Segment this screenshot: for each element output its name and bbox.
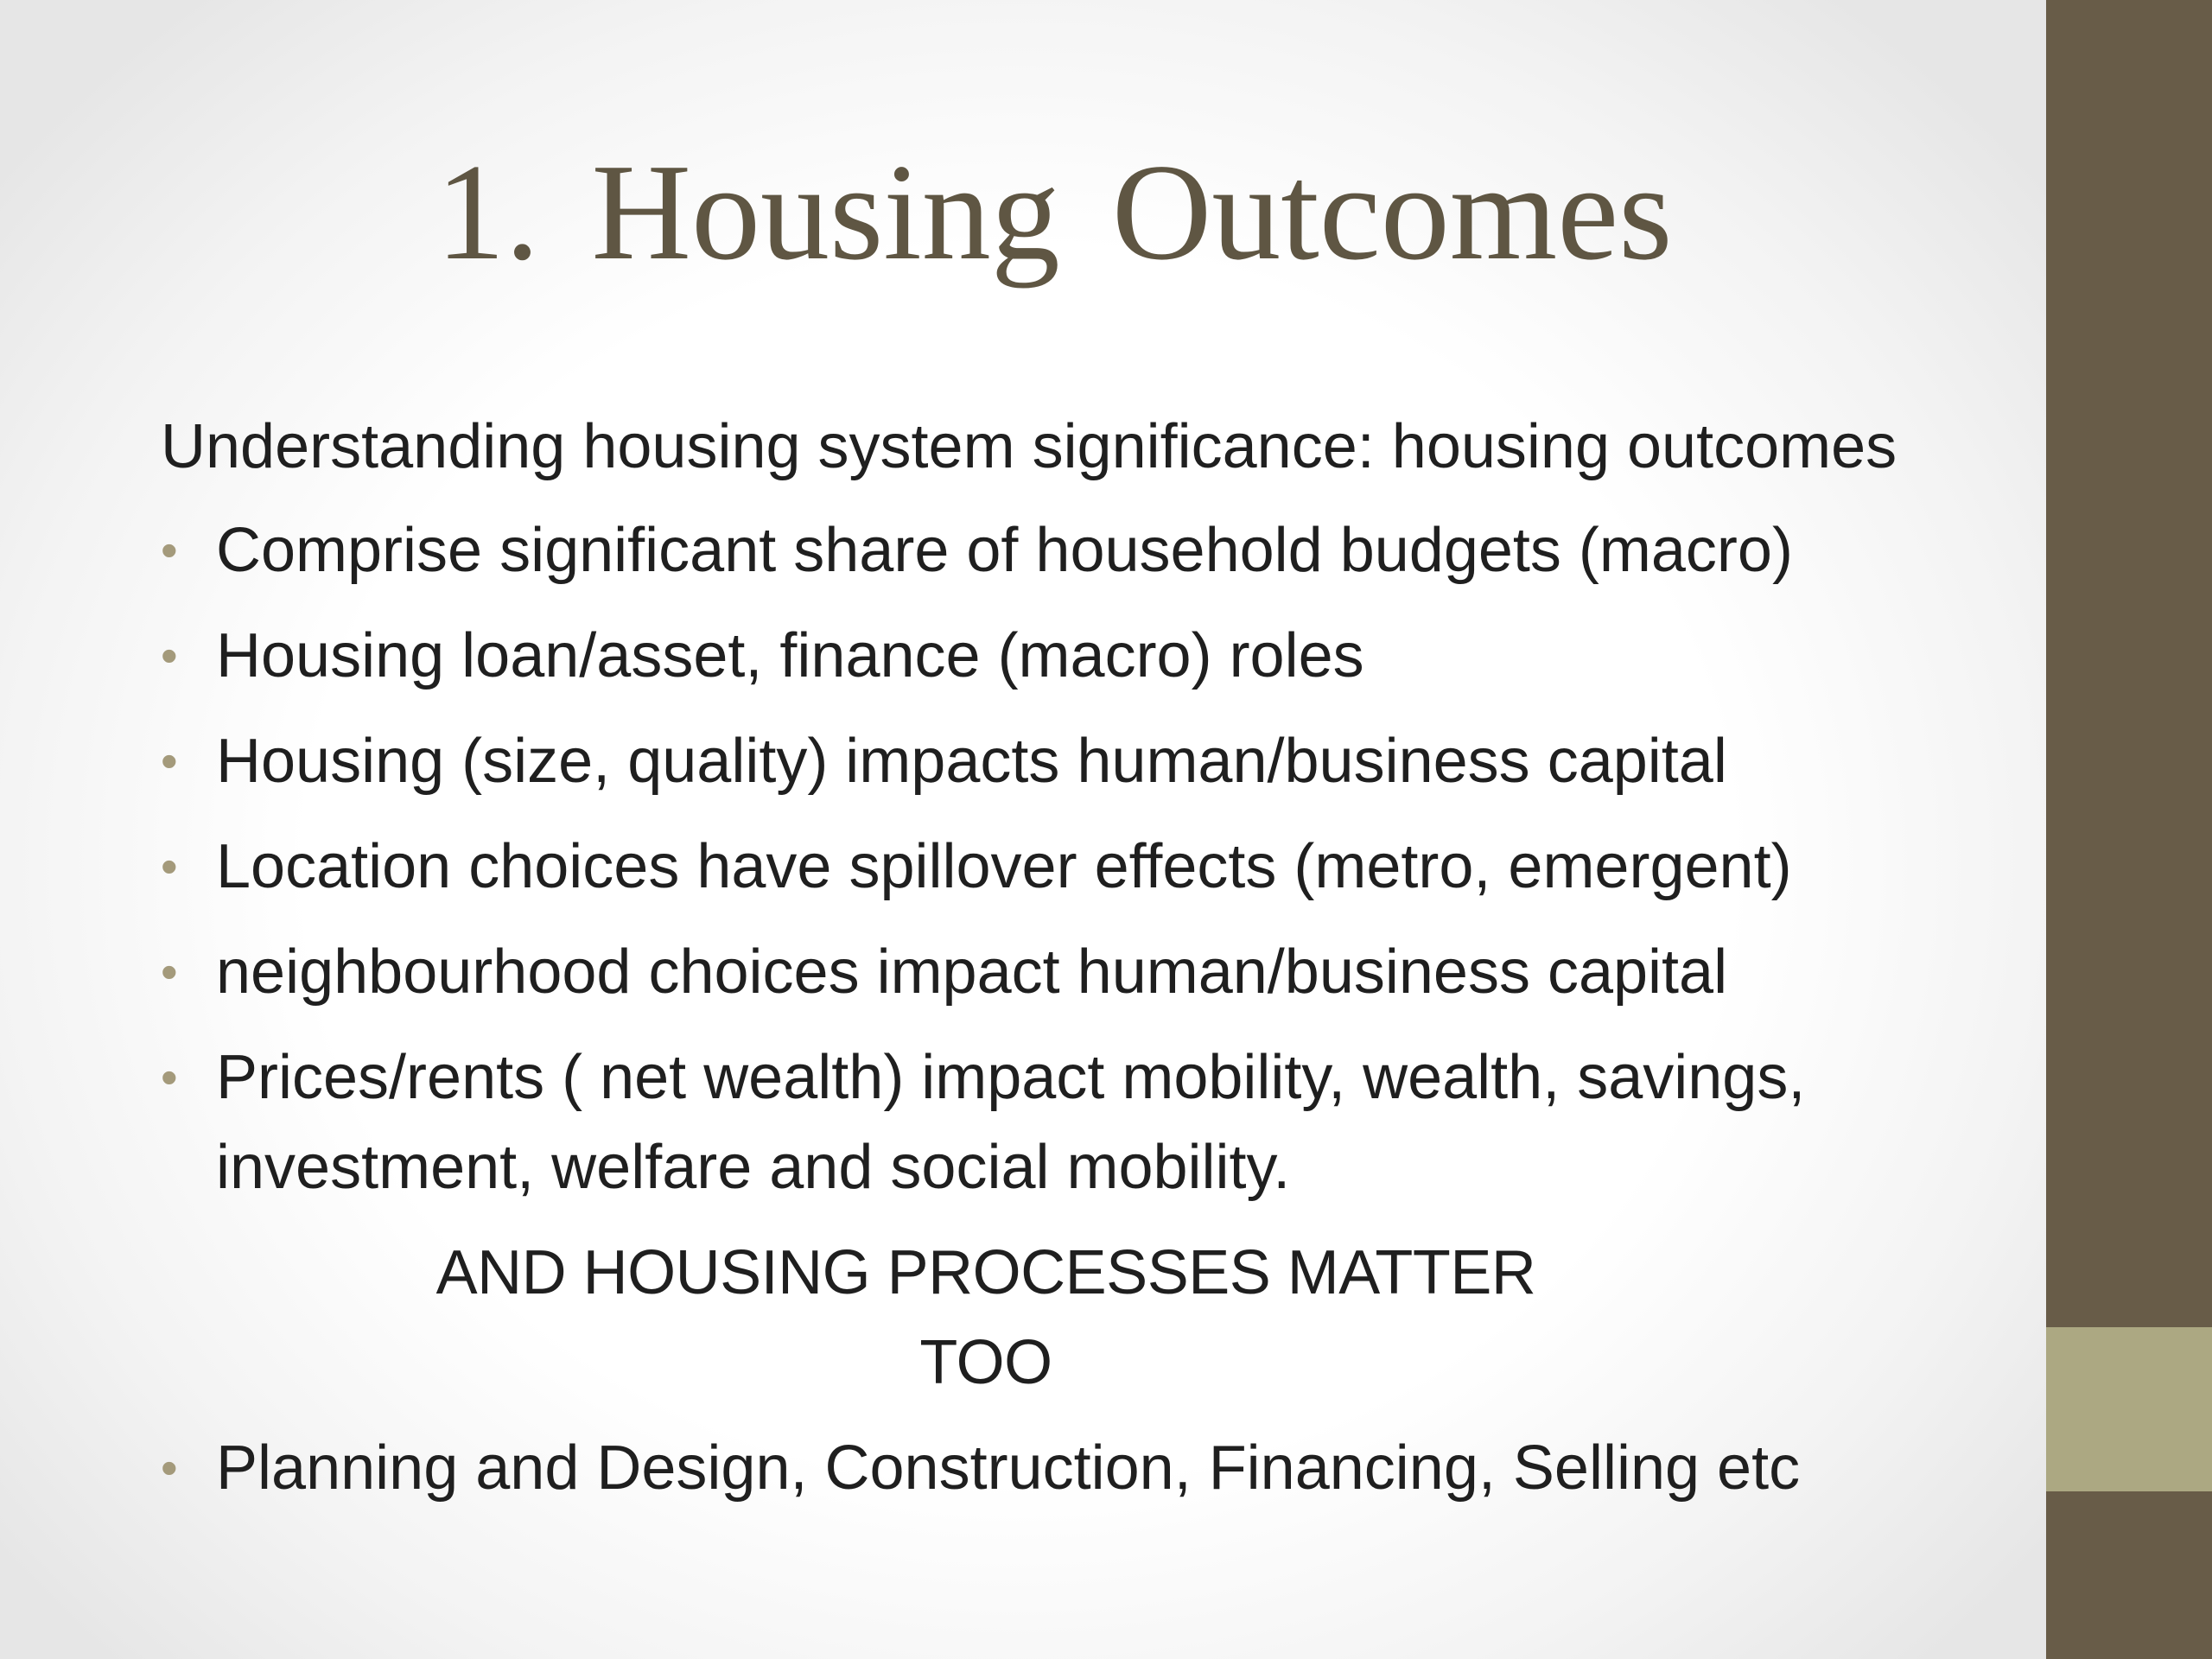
bullet-item [161,822,1941,912]
bullet-text: Location choices have spillover effects (metro, emergent) [216,832,1792,901]
bullet-item [161,1423,1941,1513]
bullet-dot-icon: • [161,734,178,788]
bullet-text: Housing loan/asset, finance (macro) roles [216,621,1364,690]
intro-text: Understanding housing system significance: housing outcomes [161,412,1897,481]
bullet-text: Planning and Design, Construction, Financing, Selling etc [216,1433,1801,1503]
bullet-text: neighbourhood choices impact human/business capital [216,938,1728,1007]
bullet-item [161,1033,1840,1212]
bullet-dot-icon: • [161,944,178,999]
emphasis-line: AND HOUSING PROCESSES MATTER TOO [435,1238,1536,1397]
bullet-item [161,505,1941,595]
bullet-text: Housing (size, quality) impacts human/business capital [216,727,1727,796]
bullet-item [161,716,1941,806]
slide-title: 1. Housing Outcomes [435,135,1673,289]
bullet-item [161,927,1941,1017]
bullet-dot-icon: • [161,523,178,577]
bullet-text: Comprise significant share of household budgets (macro) [216,516,1793,585]
slide-body [161,402,1941,1529]
bullet-item [161,611,1941,701]
bullet-dot-icon: • [161,1440,178,1495]
bullet-text: Prices/rents ( net wealth) impact mobility, wealth, savings, investment, welfare and social mobility. [216,1043,1806,1202]
bullet-dot-icon: • [161,628,178,683]
bullet-dot-icon: • [161,839,178,893]
bullet-dot-icon: • [161,1050,178,1104]
side-accent-block [2046,1327,2212,1491]
